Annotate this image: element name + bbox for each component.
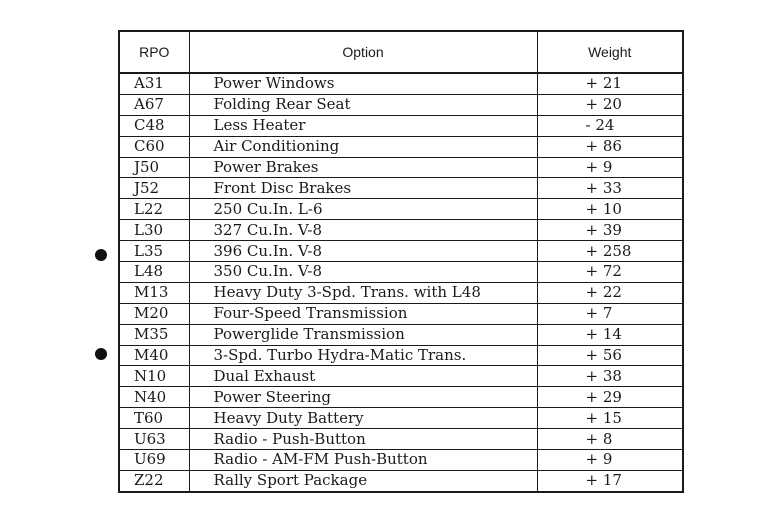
rpo-cell: Z22 [119, 470, 189, 491]
rpo-cell: L48 [119, 262, 189, 283]
option-cell: 250 Cu.In. L-6 [189, 199, 537, 220]
table-row [119, 282, 683, 303]
rpo-cell: N10 [119, 366, 189, 387]
weight-cell: + 72 [537, 262, 683, 283]
rpo-cell: L22 [119, 199, 189, 220]
weight-cell: + 14 [537, 324, 683, 345]
rpo-cell: A31 [119, 73, 189, 94]
option-cell: Power Brakes [189, 157, 537, 178]
table-row [119, 470, 683, 491]
option-cell: Heavy Duty 3-Spd. Trans. with L48 [189, 282, 537, 303]
rpo-cell: C60 [119, 136, 189, 157]
table-row [119, 73, 683, 94]
table-header-row [119, 31, 683, 73]
weight-cell: + 33 [537, 178, 683, 199]
weight-cell: + 9 [537, 157, 683, 178]
weight-cell: + 39 [537, 220, 683, 241]
rpo-cell: M40 [119, 345, 189, 366]
option-cell: Front Disc Brakes [189, 178, 537, 199]
rpo-cell: M20 [119, 303, 189, 324]
table-row [119, 94, 683, 115]
table-row [119, 450, 683, 471]
weight-cell: + 20 [537, 94, 683, 115]
weight-cell: + 9 [537, 450, 683, 471]
weight-cell: + 38 [537, 366, 683, 387]
rpo-cell: N40 [119, 387, 189, 408]
table-row [119, 345, 683, 366]
rpo-cell: L30 [119, 220, 189, 241]
option-cell: Four-Speed Transmission [189, 303, 537, 324]
rpo-cell: J50 [119, 157, 189, 178]
table-body [119, 73, 683, 492]
header-rpo: RPO [119, 31, 189, 73]
table-row [119, 408, 683, 429]
table-row [119, 136, 683, 157]
rpo-cell: U63 [119, 429, 189, 450]
option-cell: Heavy Duty Battery [189, 408, 537, 429]
option-cell: Power Windows [189, 73, 537, 94]
table-row [119, 157, 683, 178]
weight-cell: + 10 [537, 199, 683, 220]
table-row [119, 366, 683, 387]
option-weight-table [118, 30, 684, 493]
option-cell: 327 Cu.In. V-8 [189, 220, 537, 241]
table-row [119, 199, 683, 220]
option-cell: Folding Rear Seat [189, 94, 537, 115]
table-row [119, 429, 683, 450]
table-row [119, 115, 683, 136]
weight-cell: + 29 [537, 387, 683, 408]
option-cell: Dual Exhaust [189, 366, 537, 387]
rpo-cell: U69 [119, 450, 189, 471]
option-cell: 350 Cu.In. V-8 [189, 262, 537, 283]
rpo-cell: L35 [119, 241, 189, 262]
weight-cell: + 8 [537, 429, 683, 450]
table-row [119, 324, 683, 345]
table-row [119, 303, 683, 324]
option-cell: 396 Cu.In. V-8 [189, 241, 537, 262]
weight-cell: + 56 [537, 345, 683, 366]
rpo-cell: T60 [119, 408, 189, 429]
weight-cell: + 22 [537, 282, 683, 303]
rpo-cell: C48 [119, 115, 189, 136]
rpo-cell: A67 [119, 94, 189, 115]
weight-cell: - 24 [537, 115, 683, 136]
table-row [119, 220, 683, 241]
rpo-cell: J52 [119, 178, 189, 199]
weight-cell: + 15 [537, 408, 683, 429]
rpo-cell: M13 [119, 282, 189, 303]
table-row [119, 262, 683, 283]
option-cell: Powerglide Transmission [189, 324, 537, 345]
option-cell: Air Conditioning [189, 136, 537, 157]
rpo-cell: M35 [119, 324, 189, 345]
header-weight: Weight [537, 31, 683, 73]
weight-cell: + 86 [537, 136, 683, 157]
option-cell: Radio - Push-Button [189, 429, 537, 450]
table-row [119, 178, 683, 199]
weight-cell: + 21 [537, 73, 683, 94]
table-row [119, 387, 683, 408]
option-cell: Rally Sport Package [189, 470, 537, 491]
weight-cell: + 7 [537, 303, 683, 324]
option-cell: 3-Spd. Turbo Hydra-Matic Trans. [189, 345, 537, 366]
option-cell: Less Heater [189, 115, 537, 136]
weight-cell: + 258 [537, 241, 683, 262]
weight-cell: + 17 [537, 470, 683, 491]
option-cell: Radio - AM-FM Push-Button [189, 450, 537, 471]
row-marker-bullet-l35 [95, 249, 107, 261]
table-row [119, 241, 683, 262]
option-cell: Power Steering [189, 387, 537, 408]
row-marker-bullet-m40 [95, 348, 107, 360]
header-option: Option [189, 31, 537, 73]
